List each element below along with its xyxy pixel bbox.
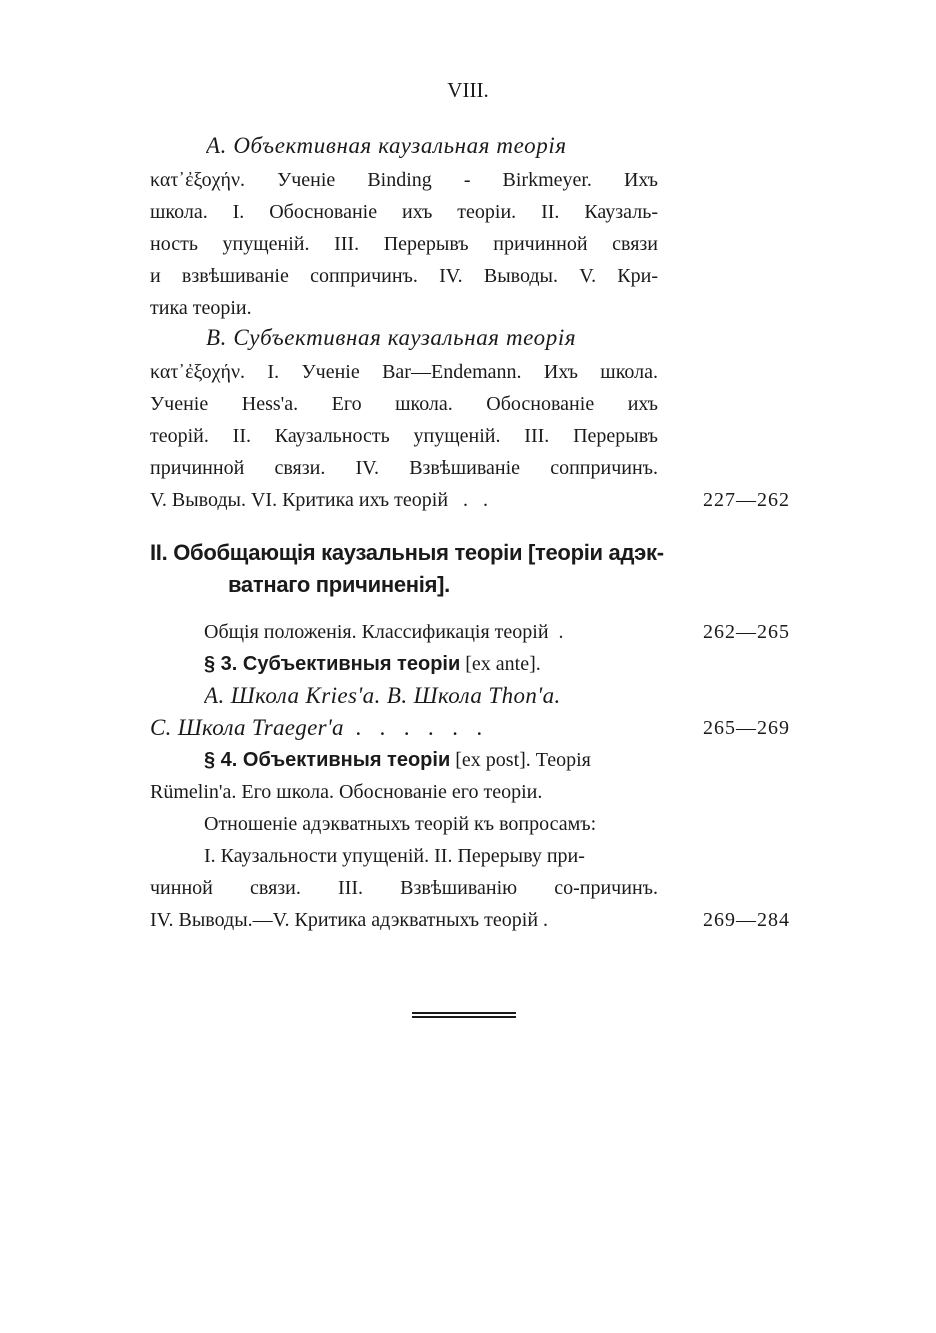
- page-range: 265—269: [703, 717, 790, 739]
- section-a-line: школа. I. Обоснованіе ихъ теоріи. II. Каузаль-: [150, 201, 658, 223]
- section-3-line: А. Школа Kries'а. В. Школа Thon'а.: [204, 683, 561, 708]
- section-4-line: Rümelin'а. Его школа. Обоснованіе его теоріи.: [150, 781, 543, 803]
- section-a-line: тика теоріи.: [150, 297, 252, 319]
- page-range: 269—284: [703, 909, 790, 931]
- section-4-heading: § 4. Объективныя теоріи: [204, 749, 451, 771]
- section-4-note: [ex post]. Теорія: [450, 749, 591, 771]
- section-a-line: ность упущеній. III. Перерывъ причинной связи: [150, 233, 658, 255]
- chapter-heading: ватнаго причиненія].: [228, 572, 450, 597]
- section-3-note: [ex ante].: [460, 653, 541, 675]
- section-4-line: Отношеніе адэкватныхъ теорій къ вопросамъ:: [204, 813, 597, 835]
- section-b-line: Ученіе Hess'а. Его школа. Обоснованіе ихъ: [150, 393, 658, 415]
- page-range: 227—262: [703, 489, 790, 511]
- section-b-title: В. Субъективная каузальная теорія: [206, 325, 577, 350]
- section-3-entry: [204, 648, 664, 680]
- section-4-entry: [204, 744, 664, 776]
- section-4-line: IV. Выводы.—V. Критика адэкватныхъ теорій .: [150, 909, 549, 931]
- section-b-line: причинной связи. IV. Взвѣшиваніе соппричинъ.: [150, 457, 658, 479]
- section-b-line: κατ᾽ἐξοχήν. I. Ученіе Bar—Endemann. Ихъ школа.: [150, 361, 658, 383]
- page-range: 262—265: [703, 621, 790, 643]
- section-b-line: V. Выводы. VI. Критика ихъ теорій . .: [150, 489, 489, 511]
- section-3-line: С. Школа Traeger'а . . . . . .: [150, 715, 484, 740]
- section-a-line: и взвѣшиваніе соппричинъ. IV. Выводы. V. Кри-: [150, 265, 658, 287]
- section-b-line: теорій. II. Каузальность упущеній. III. Перерывъ: [150, 425, 658, 447]
- section-4-line: чинной связи. III. Взвѣшиванію со-причинъ.: [150, 877, 658, 899]
- chapter-heading: II. Обобщающія каузальныя теоріи [теоріи адэк-: [150, 540, 664, 565]
- end-ornament: [412, 1012, 516, 1018]
- section-3-heading: § 3. Субъективныя теоріи: [204, 653, 461, 675]
- section-a-line: κατ᾽ἐξοχήν. Ученіе Binding - Birkmeyer. Ихъ: [150, 169, 658, 191]
- section-a-title: А. Объективная каузальная теорія: [206, 133, 567, 158]
- section-4-line: I. Каузальности упущеній. II. Перерыву при-: [204, 845, 585, 867]
- page-number: VIII.: [447, 78, 489, 102]
- general-entry: Общія положенія. Классификація теорій .: [204, 621, 564, 643]
